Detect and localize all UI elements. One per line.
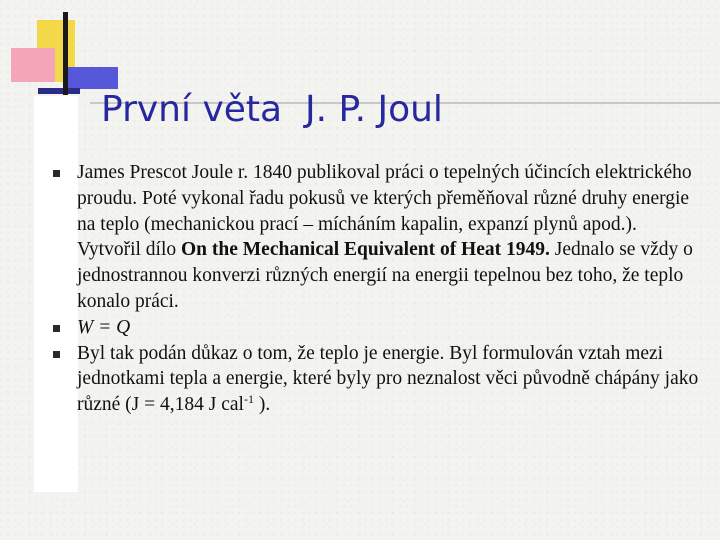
book-title: On the Mechanical Equivalent of Heat 1949. [181,239,550,261]
superscript-exponent: -1 [243,392,254,407]
bullet-text: Byl tak podán důkaz o tom, že teplo je energie. Byl formulován vztah mezi jednotkami tepla a energie, které byly pro neznalost věci původně chápány jako různé (J = 4,184 J cal [77,342,699,416]
bullet-text: James Prescot Joule r. 1840 publikoval práci o tepelných účincích elektrického proudu. Poté vykonal řadu pokusů ve kterých přeměňoval různé druhy energie na teplo (mechanickou prací – mícháním kapalin, expanzí plynů apod.). Vytvořil dílo [77,162,692,261]
equation-text: W = Q [77,316,131,338]
bullet-square-icon [53,170,60,177]
bullet-text-continued: Jednalo se vždy o jednostrannou konverzi různých energií na energii tepelnou bez toho, že teplo konalo práci. [77,239,693,312]
bullet-text-continued: ). [253,394,271,416]
bullet-item-joule-history [50,160,700,315]
decor-navy-bar [38,88,80,94]
bullet-list [50,160,700,418]
slide-title: První věta J. P. Joul [101,89,443,130]
bullet-item-equation [50,315,700,341]
bullet-item-conclusion [50,341,700,418]
decor-vertical-line [63,12,68,95]
bullet-square-icon [53,325,60,332]
decor-pink-square [11,48,55,82]
bullet-square-icon [53,351,60,358]
